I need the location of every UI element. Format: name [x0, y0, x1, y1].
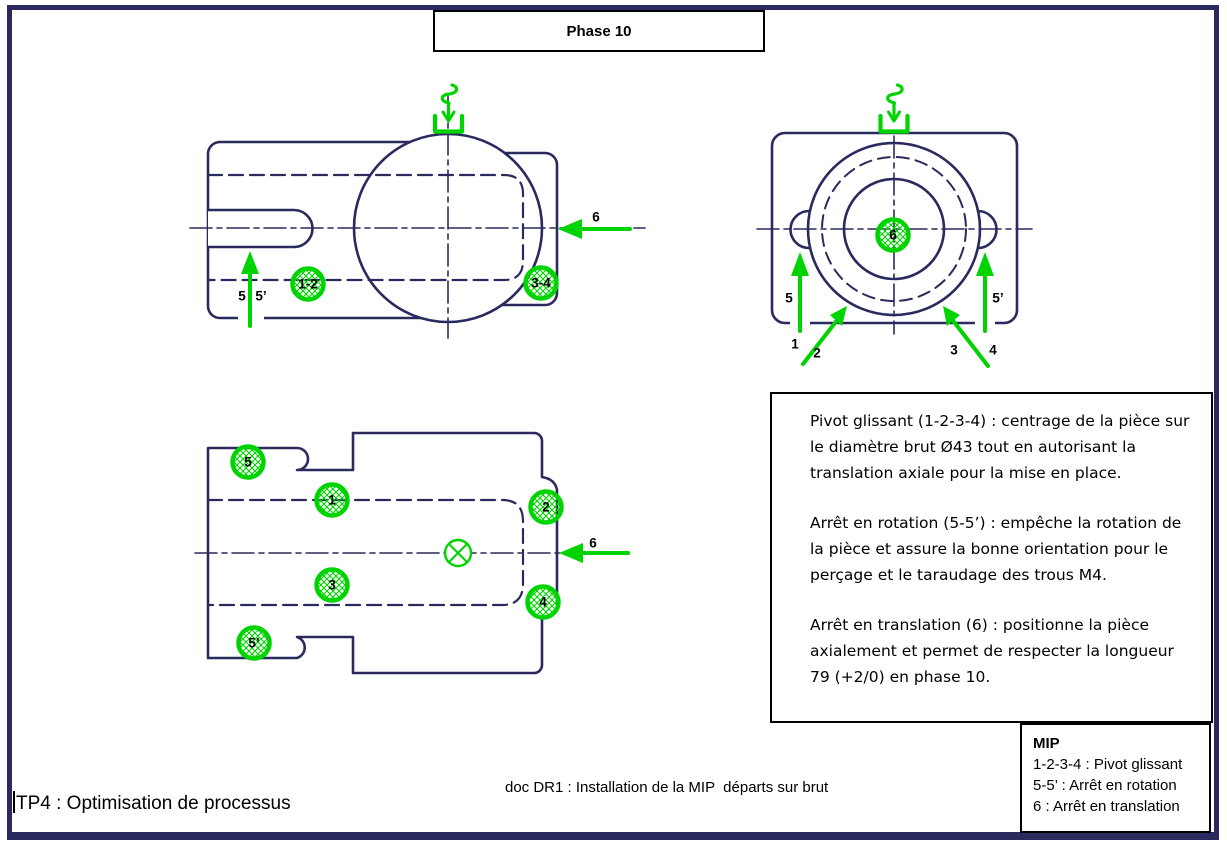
mark-label-front-4: 4	[989, 342, 997, 358]
explanation-paragraph-pivot: Pivot glissant (1-2-3-4) : centrage de la pièce sur le diamètre brut Ø43 tout en autorisant la translation axiale pour la mise en place.	[810, 412, 1190, 482]
mark-label-top-6: 6	[589, 535, 597, 551]
mark-label-top-3: 3	[328, 577, 336, 593]
mip-legend-line-rotation: 5-5’ : Arrêt en rotation	[1033, 777, 1177, 794]
mark-label-front-5: 5	[785, 290, 793, 306]
mip-legend-line-translation: 6 : Arrêt en translation	[1033, 798, 1180, 815]
doc-reference: doc DR1 : Installation de la MIP départs sur brut	[505, 779, 829, 796]
sheet-title-text: TP4 : Optimisation de processus	[16, 793, 291, 814]
mark-label-top-5p: 5’	[248, 635, 260, 651]
explanation-box	[770, 392, 1213, 723]
mark-label-front-1: 1	[791, 336, 799, 352]
mark-label-side-6: 6	[592, 209, 600, 225]
front-view-drawing	[757, 85, 1032, 366]
mark-label-front-6: 6	[889, 227, 897, 243]
mark-label-front-5p: 5’	[992, 290, 1004, 306]
arrow-6-head	[558, 219, 582, 239]
mark-label-side-1-2: 1-2	[298, 276, 318, 292]
mark-label-top-1: 1	[328, 492, 336, 508]
text-cursor	[13, 791, 15, 813]
mip-legend-line-pivot: 1-2-3-4 : Pivot glissant	[1033, 756, 1183, 773]
mip-legend-box	[1020, 723, 1211, 833]
sheet-title	[13, 791, 291, 815]
mark-label-top-5: 5	[244, 454, 252, 470]
top-view-drawing	[195, 433, 628, 673]
arrow-6-head	[559, 543, 583, 563]
clamp-symbol-icon	[881, 85, 908, 132]
mark-label-top-2: 2	[542, 499, 550, 515]
mark-label-side-5p: 5’	[255, 288, 267, 304]
phase-title: Phase 10	[566, 22, 632, 40]
explanation-paragraph-translation: Arrêt en translation (6) : positionne la pièce axialement et permet de respecter la longueur 79 (+2/0) en phase 10.	[810, 616, 1174, 686]
slot-outline	[208, 210, 313, 247]
mark-label-front-2: 2	[813, 345, 821, 361]
mip-legend-title: MIP	[1033, 735, 1060, 752]
mark-label-front-3: 3	[950, 342, 958, 358]
mark-label-side-3-4: 3-4	[531, 275, 551, 291]
mark-label-side-5: 5	[238, 288, 246, 304]
mark-label-top-4: 4	[539, 594, 547, 610]
explanation-paragraph-rotation: Arrêt en rotation (5-5’) : empêche la rotation de la pièce et assure la bonne orientation pour le perçage et le taraudage des trous M4.	[810, 514, 1182, 584]
